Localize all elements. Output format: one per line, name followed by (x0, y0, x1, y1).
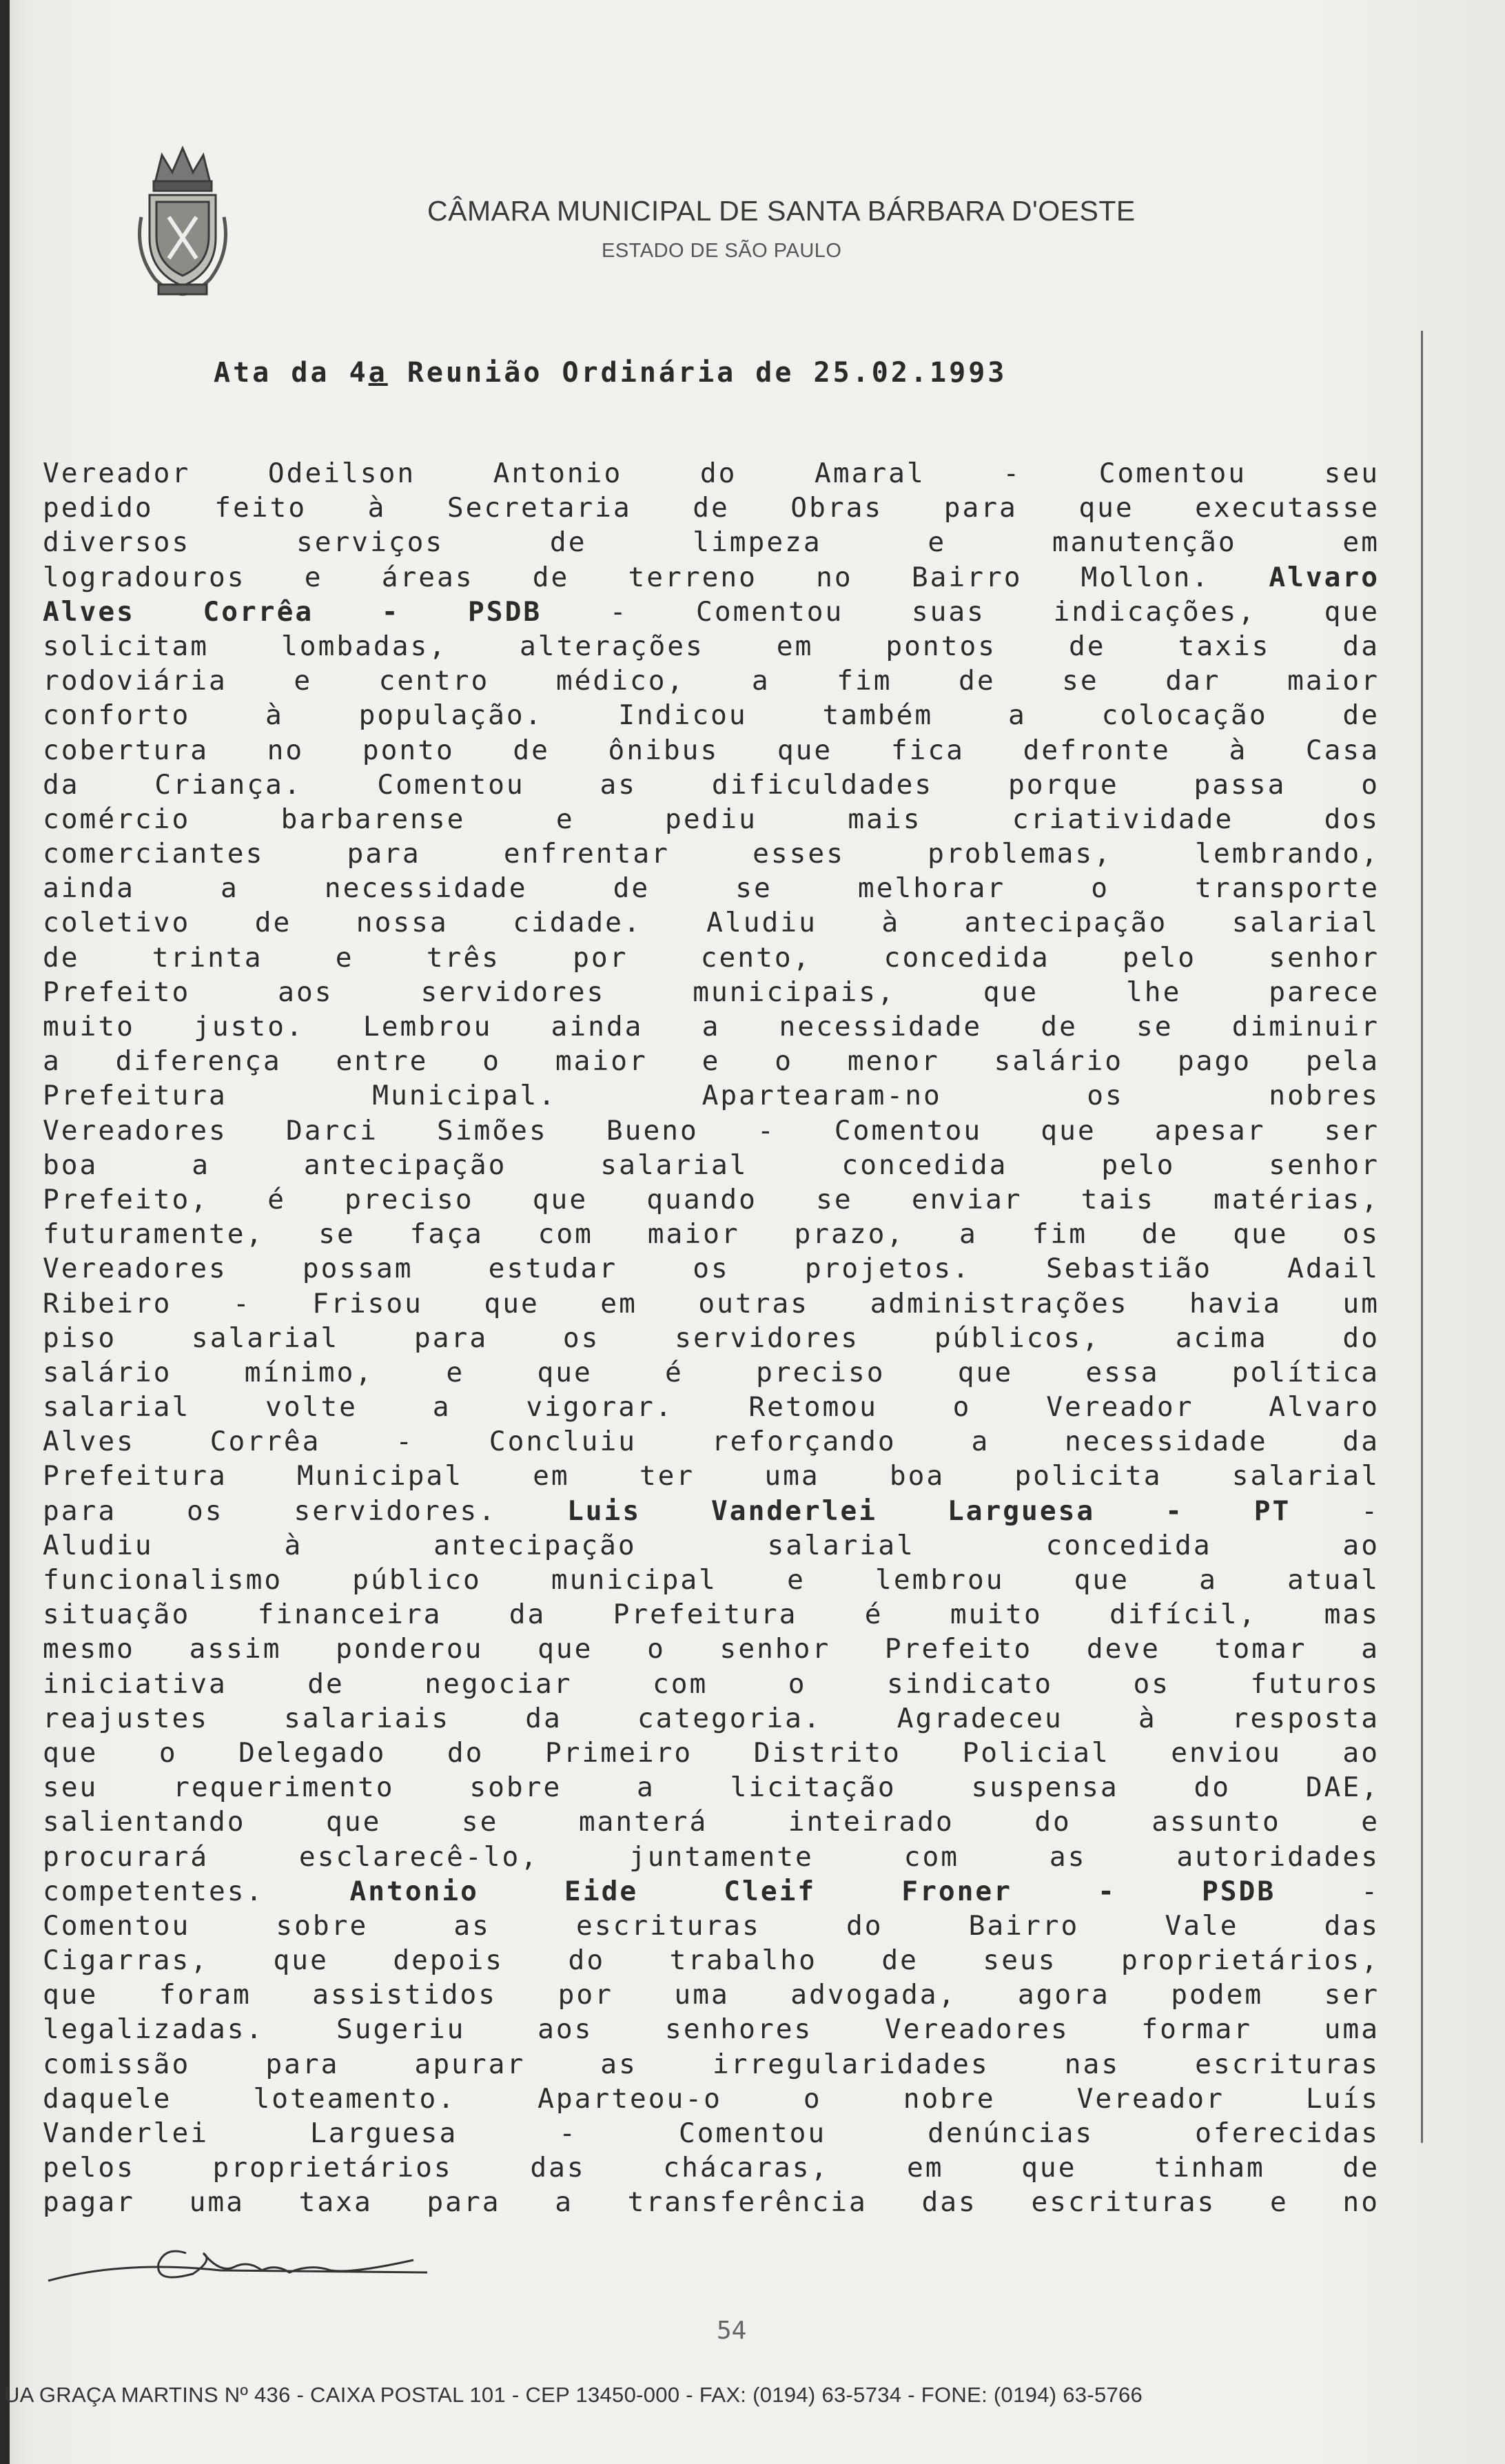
body-line: ainda a necessidade de se melhorar o transporte (43, 872, 1380, 905)
municipal-crest-icon (134, 134, 231, 300)
signature-icon (41, 2232, 427, 2294)
body-line: coletivo de nossa cidade. Aludiu à antecipação salarial (43, 907, 1380, 939)
body-line: pelos proprietários das chácaras, em que tinham de (43, 2152, 1380, 2184)
body-line: salarial volte a vigorar. Retomou o Vereador Alvaro (43, 1391, 1380, 1424)
body-line: Alves Corrêa - PSDB - Comentou suas indicações, que (43, 595, 1380, 628)
body-line: Aludiu à antecipação salarial concedida ao (43, 1529, 1380, 1561)
body-line: piso salarial para os servidores públicos, acima do (43, 1322, 1380, 1354)
body-line: salário mínimo, e que é preciso que essa política (43, 1356, 1380, 1388)
minutes-body (43, 456, 1380, 2220)
body-line: mesmo assim ponderou que o senhor Prefeito deve tomar a (43, 1633, 1380, 1665)
body-line: que o Delegado do Primeiro Distrito Policial enviou ao (43, 1736, 1380, 1769)
body-line: reajustes salariais da categoria. Agradeceu à resposta (43, 1702, 1380, 1734)
body-line: comissão para apurar as irregularidades nas escrituras (43, 2048, 1380, 2080)
body-line: seu requerimento sobre a licitação suspensa do DAE, (43, 1772, 1380, 1804)
body-line: Ribeiro - Frisou que em outras administrações havia um (43, 1287, 1380, 1320)
body-line: cobertura no ponto de ônibus que fica defronte à Casa (43, 734, 1380, 766)
body-line: Vereador Odeilson Antonio do Amaral - Comentou seu (43, 458, 1380, 489)
body-line: solicitam lombadas, alterações em pontos de taxis da (43, 630, 1380, 662)
body-line: boa a antecipação salarial concedida pelo senhor (43, 1149, 1380, 1181)
title-prefix: Ata da 4 (214, 357, 369, 389)
margin-rule (1421, 331, 1423, 2143)
body-line: Cigarras, que depois do trabalho de seus proprietários, (43, 1944, 1380, 1977)
footer-address: UA GRAÇA MARTINS Nº 436 - CAIXA POSTAL 101 - CEP 13450-000 - FAX: (0194) 63-5734 - FONE: (0194) 63-5766 (4, 2383, 1143, 2407)
body-line: para os servidores. Luis Vanderlei Larguesa - PT - (43, 1495, 1380, 1527)
body-line: comércio barbarense e pediu mais criatividade dos (43, 803, 1380, 835)
body-line: salientando que se manterá inteirado do assunto e (43, 1806, 1380, 1838)
body-line: iniciativa de negociar com o sindicato os futuros (43, 1667, 1380, 1700)
body-line: comerciantes para enfrentar esses problemas, lembrando, (43, 838, 1380, 870)
page-number: 54 (717, 2317, 747, 2345)
body-line: pagar uma taxa para a transferência das escrituras e no (43, 2186, 1380, 2219)
body-line: Vereadores Darci Simões Bueno - Comentou que apesar ser (43, 1114, 1380, 1147)
body-line: situação financeira da Prefeitura é muito difícil, mas (43, 1599, 1380, 1631)
body-line: Vereadores possam estudar os projetos. Sebastião Adail (43, 1253, 1380, 1285)
body-line: Prefeitura Municipal. Apartearam-no os nobres (43, 1080, 1380, 1112)
institution-name: CÂMARA MUNICIPAL DE SANTA BÁRBARA D'OESTE (427, 195, 1136, 227)
minutes-title (214, 357, 1007, 389)
body-line: pedido feito à Secretaria de Obras para que executasse (43, 492, 1380, 524)
body-line: logradouros e áreas de terreno no Bairro Mollon. Alvaro (43, 561, 1380, 593)
body-line: conforto à população. Indicou também a colocação de (43, 699, 1380, 732)
state-name: ESTADO DE SÃO PAULO (602, 240, 842, 262)
body-line: que foram assistidos por uma advogada, agora podem ser (43, 1979, 1380, 2011)
body-line: Prefeito, é preciso que quando se enviar tais matérias, (43, 1183, 1380, 1215)
body-line: futuramente, se faça com maior prazo, a fim de que os (43, 1218, 1380, 1251)
body-line: Prefeitura Municipal em ter uma boa policita salarial (43, 1460, 1380, 1492)
body-line: Alves Corrêa - Concluiu reforçando a necessidade da (43, 1426, 1380, 1458)
body-line: procurará esclarecê-lo, juntamente com as autoridades (43, 1840, 1380, 1873)
body-line: daquele loteamento. Aparteou-o o nobre Vereador Luís (43, 2082, 1380, 2115)
body-line: Comentou sobre as escrituras do Bairro Vale das (43, 1909, 1380, 1942)
body-line: legalizadas. Sugeriu aos senhores Vereadores formar uma (43, 2013, 1380, 2046)
scan-edge (0, 0, 10, 2464)
body-line: rodoviária e centro médico, a fim de se dar maior (43, 665, 1380, 697)
body-line: competentes. Antonio Eide Cleif Froner - PSDB - (43, 1875, 1380, 1907)
body-line: da Criança. Comentou as dificuldades porque passa o (43, 768, 1380, 801)
body-line: muito justo. Lembrou ainda a necessidade de se diminuir (43, 1011, 1380, 1043)
title-suffix: Reunião Ordinária de 25.02.1993 (387, 357, 1007, 389)
body-line: de trinta e três por cento, concedida pelo senhor (43, 941, 1380, 974)
body-line: diversos serviços de limpeza e manutenção em (43, 526, 1380, 559)
title-ordinal: a (368, 357, 388, 389)
body-line: Prefeito aos servidores municipais, que lhe parece (43, 976, 1380, 1008)
body-line: Vanderlei Larguesa - Comentou denúncias oferecidas (43, 2117, 1380, 2149)
body-line: a diferença entre o maior e o menor salário pago pela (43, 1045, 1380, 1078)
body-line: funcionalismo público municipal e lembrou que a atual (43, 1564, 1380, 1596)
